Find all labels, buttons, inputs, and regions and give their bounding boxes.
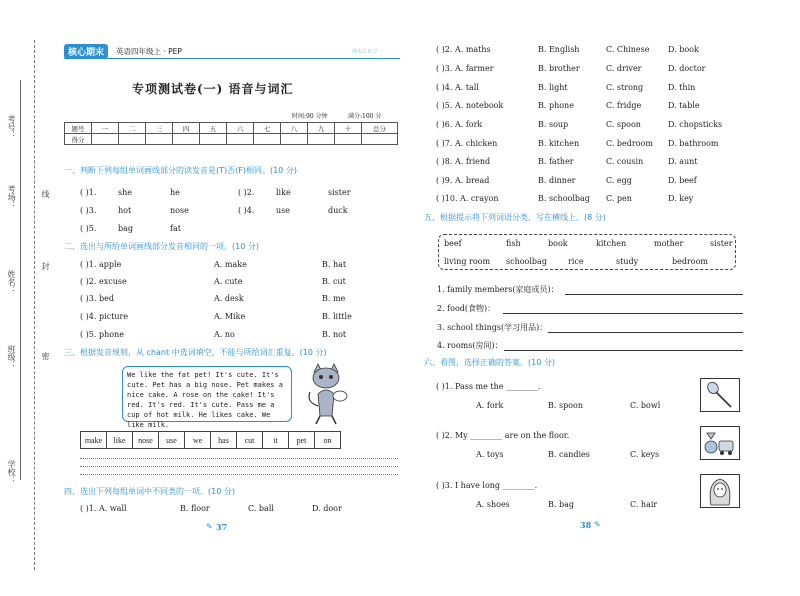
- score-row-label: 得分: [65, 134, 92, 145]
- score-cell[interactable]: [254, 134, 281, 145]
- s4-q3: ( )3. A. farmer: [436, 64, 494, 73]
- word-cell: use: [159, 432, 185, 449]
- s4-q9-c: C. egg: [606, 176, 632, 185]
- label-school: 学校：: [7, 460, 16, 484]
- section5-title: 五、根据提示将下列词语分类，写在横线上。(8 分): [424, 213, 606, 222]
- score-cell[interactable]: [227, 134, 254, 145]
- s4-q5-c: C. fridge: [606, 101, 642, 110]
- s1-q3-b: nose: [170, 206, 189, 215]
- s1-q1-a: she: [118, 188, 132, 197]
- score-header: 三: [146, 123, 173, 134]
- s2-q3-b: B. me: [322, 294, 346, 303]
- s5-line4-label: 4. rooms(房间)：: [437, 341, 503, 350]
- right-page-number: 38: [580, 520, 592, 530]
- spoon-icon: [701, 379, 739, 411]
- s4-q3-b: B. brother: [538, 64, 580, 73]
- girl-long-hair-icon: [701, 475, 739, 507]
- header-rule: [64, 58, 400, 59]
- page-title: 专项测试卷(一) 语音与词汇: [132, 82, 294, 96]
- s4-q5-b: B. phone: [538, 101, 574, 110]
- s6-q1-c: C. bowl: [630, 401, 661, 410]
- s2-q1-b: B. hat: [322, 260, 347, 269]
- pencil-icon: ✎: [594, 520, 601, 529]
- s1-q3-num: ( )3.: [80, 206, 97, 215]
- s6-q3: ( )3. I have long ________.: [436, 481, 538, 490]
- bind-mi: 密: [41, 352, 50, 360]
- score-cell[interactable]: [92, 134, 119, 145]
- s4-q7-d: D. bathroom: [668, 139, 719, 148]
- section4-title: 四、选出下列每组单词中不同类的一项。(10 分): [64, 487, 235, 496]
- s5-answer-line[interactable]: [565, 294, 743, 295]
- s1-q4-num: ( )4.: [238, 206, 255, 215]
- score-header: 九: [308, 123, 335, 134]
- s4-q10: ( )10. A. crayon: [436, 194, 499, 203]
- word-cell: make: [81, 432, 107, 449]
- label-name: 姓名：: [7, 270, 16, 294]
- toys-icon: [701, 427, 739, 459]
- score-header: 六: [227, 123, 254, 134]
- s2-q2-b: B. cut: [322, 277, 346, 286]
- spoon-picture: [700, 378, 740, 412]
- s5-answer-line[interactable]: [504, 350, 743, 351]
- word-cell: nose: [133, 432, 159, 449]
- s4-q3-d: D. doctor: [668, 64, 706, 73]
- bank-word: fish: [506, 239, 521, 248]
- s1-q1-num: ( )1.: [80, 188, 97, 197]
- word-cell: we: [185, 432, 211, 449]
- s6-q3-a: A. shoes: [476, 500, 510, 509]
- section1-title: 一、判断下列每组单词画线部分的读发音是(T)否(F)相同。(10 分): [64, 166, 297, 175]
- bank-word: beef: [444, 239, 462, 248]
- s4-q7-b: B. kitchen: [538, 139, 580, 148]
- s4-q4-d: D. thin: [668, 83, 696, 92]
- s2-q5-a: A. no: [214, 330, 235, 339]
- score-cell[interactable]: [200, 134, 227, 145]
- s1-q5-num: ( )5.: [80, 224, 97, 233]
- s5-line1-label: 1. family members(家庭成员)：: [437, 285, 559, 294]
- s2-q3: ( )3. bed: [80, 294, 114, 303]
- s4-q8-c: C. cousin: [606, 157, 644, 166]
- score-header: 总分: [362, 123, 398, 134]
- s4-q6-c: C. spoon: [606, 120, 641, 129]
- s2-q4-b: B. little: [322, 312, 352, 321]
- score-cell[interactable]: [362, 134, 398, 145]
- score-cell[interactable]: [281, 134, 308, 145]
- cat-illustration: [300, 362, 350, 426]
- s2-q4: ( )4. picture: [80, 312, 129, 321]
- label-exam-no: 考号：: [7, 115, 16, 139]
- answer-line[interactable]: [80, 458, 398, 459]
- s4-q1-d: D. door: [312, 504, 342, 513]
- bank-word: mother: [654, 239, 684, 248]
- s6-q2-a: A. toys: [476, 450, 504, 459]
- s4-q10-c: C. pen: [606, 194, 632, 203]
- s5-answer-line[interactable]: [548, 332, 743, 333]
- word-table: [80, 431, 341, 449]
- s1-q4-b: duck: [328, 206, 348, 215]
- s2-q1-a: A. make: [214, 260, 247, 269]
- s4-q7: ( )7. A. chicken: [436, 139, 498, 148]
- s5-line2-label: 2. food(食物)：: [437, 304, 496, 313]
- bind-feng: 封: [41, 262, 50, 270]
- s4-q1-b: B. floor: [180, 504, 210, 513]
- full-score: 满分:100 分: [348, 113, 382, 120]
- s2-q3-a: A. desk: [214, 294, 244, 303]
- s4-q2-b: B. English: [538, 45, 580, 54]
- s1-q2-num: ( )2.: [238, 188, 255, 197]
- s2-q4-a: A. Mike: [214, 312, 246, 321]
- word-cell: it: [263, 432, 289, 449]
- s6-q2-b: B. candies: [548, 450, 590, 459]
- label-room: 考场：: [7, 185, 16, 209]
- s4-q10-d: D. key: [668, 194, 694, 203]
- s1-q4-a: use: [276, 206, 290, 215]
- s4-q5-d: D. table: [668, 101, 700, 110]
- brand-logo: 核心期末: [64, 44, 108, 59]
- s4-q1-c: C. ball: [248, 504, 274, 513]
- score-cell[interactable]: [146, 134, 173, 145]
- score-table: [64, 122, 398, 145]
- section6-title: 六、看图，选择正确的答案。(10 分): [424, 358, 555, 367]
- word-cell: has: [211, 432, 237, 449]
- left-page-number: 37: [216, 522, 228, 532]
- section2-title: 二、选出与所给单词画线部分发音相同的一项。(10 分): [64, 242, 259, 251]
- score-header: 四: [173, 123, 200, 134]
- s2-q5-b: B. not: [322, 330, 347, 339]
- s4-q6-d: D. chopsticks: [668, 120, 723, 129]
- word-cell: on: [315, 432, 341, 449]
- word-cell: pet: [289, 432, 315, 449]
- s2-q2: ( )2. excuse: [80, 277, 127, 286]
- s4-q3-c: C. driver: [606, 64, 642, 73]
- pencil-icon: ✎: [206, 522, 213, 531]
- s5-line3-label: 3. school things(学习用品)：: [437, 323, 548, 332]
- bind-xian: 线: [41, 190, 50, 198]
- s2-q1: ( )1. apple: [80, 260, 122, 269]
- score-header: 七: [254, 123, 281, 134]
- s4-q9: ( )9. A. bread: [436, 176, 490, 185]
- s4-q4: ( )4. A. tall: [436, 83, 479, 92]
- s4-q10-b: B. schoolbag: [538, 194, 590, 203]
- hair-picture: [700, 474, 740, 508]
- word-cell: cut: [237, 432, 263, 449]
- time-limit: 时间:90 分钟: [292, 113, 328, 120]
- s2-q2-a: A. cute: [214, 277, 243, 286]
- s4-q6-b: B. soup: [538, 120, 569, 129]
- s4-q6: ( )6. A. fork: [436, 120, 483, 129]
- score-cell[interactable]: [308, 134, 335, 145]
- s1-q5-b: fat: [170, 224, 181, 233]
- s4-q4-b: B. light: [538, 83, 568, 92]
- bank-word: study: [616, 257, 639, 266]
- score-cell[interactable]: [119, 134, 146, 145]
- toys-picture: [700, 426, 740, 460]
- score-cell[interactable]: [335, 134, 362, 145]
- s4-q2-c: C. Chinese: [606, 45, 650, 54]
- score-header: 二: [119, 123, 146, 134]
- s4-q7-c: C. bedroom: [606, 139, 653, 148]
- bank-word: schoolbag: [506, 257, 547, 266]
- s4-q8: ( )8. A. friend: [436, 157, 491, 166]
- section3-title: 三、根据发音规则，从 chant 中选词填空，不能与所给词汇重复。(10 分): [64, 348, 327, 357]
- s6-q3-c: C. hair: [630, 500, 658, 509]
- s1-q5-a: bag: [118, 224, 134, 233]
- s4-q8-b: B. father: [538, 157, 574, 166]
- label-class: 班级：: [7, 345, 16, 369]
- binding-line: [34, 40, 35, 570]
- bank-word: book: [548, 239, 568, 248]
- bank-word: living room: [444, 257, 491, 266]
- s4-q2: ( )2. A. maths: [436, 45, 491, 54]
- side-underline: [20, 80, 21, 480]
- s4-q1: ( )1. A. wall: [80, 504, 127, 513]
- s6-q1: ( )1. Pass me the ________.: [436, 382, 541, 391]
- s6-q1-b: B. spoon: [548, 401, 583, 410]
- s6-q3-b: B. bag: [548, 500, 574, 509]
- score-header: 五: [200, 123, 227, 134]
- brand-tag: 期末总复习: [352, 49, 378, 55]
- s5-answer-line[interactable]: [503, 313, 743, 314]
- bank-word: rice: [568, 257, 584, 266]
- s6-q2-c: C. keys: [630, 450, 660, 459]
- answer-line[interactable]: [80, 466, 398, 467]
- s4-q5: ( )5. A. notebook: [436, 101, 504, 110]
- s1-q2-b: sister: [328, 188, 351, 197]
- s1-q3-a: hot: [118, 206, 132, 215]
- bank-word: sister: [710, 239, 733, 248]
- score-header: 题号: [65, 123, 92, 134]
- s6-q1-a: A. fork: [476, 401, 504, 410]
- s4-q2-d: D. book: [668, 45, 699, 54]
- score-header: 一: [92, 123, 119, 134]
- score-header: 八: [281, 123, 308, 134]
- brand-subtitle: 英语四年级上 · PEP: [116, 47, 182, 56]
- s4-q8-d: D. aunt: [668, 157, 698, 166]
- answer-line[interactable]: [80, 474, 398, 475]
- score-header: 十: [335, 123, 362, 134]
- s2-q5: ( )5. phone: [80, 330, 124, 339]
- bank-word: kitchen: [596, 239, 627, 248]
- bank-word: bedroom: [672, 257, 709, 266]
- score-cell[interactable]: [173, 134, 200, 145]
- word-cell: like: [107, 432, 133, 449]
- chant-bubble: We like the fat pet! It's cute. It's cute. Pet has a big nose. Pet makes a nice cake. A rose on the cake! It's red. It's red. It's cute. Pass me a cup of hot milk. He likes cake. We like milk.: [122, 366, 292, 422]
- s4-q9-b: B. dinner: [538, 176, 576, 185]
- s6-q2: ( )2. My ________ are on the floor.: [436, 431, 570, 440]
- s4-q4-c: C. strong: [606, 83, 644, 92]
- s4-q9-d: D. beef: [668, 176, 697, 185]
- s1-q1-b: he: [170, 188, 180, 197]
- s1-q2-a: like: [276, 188, 291, 197]
